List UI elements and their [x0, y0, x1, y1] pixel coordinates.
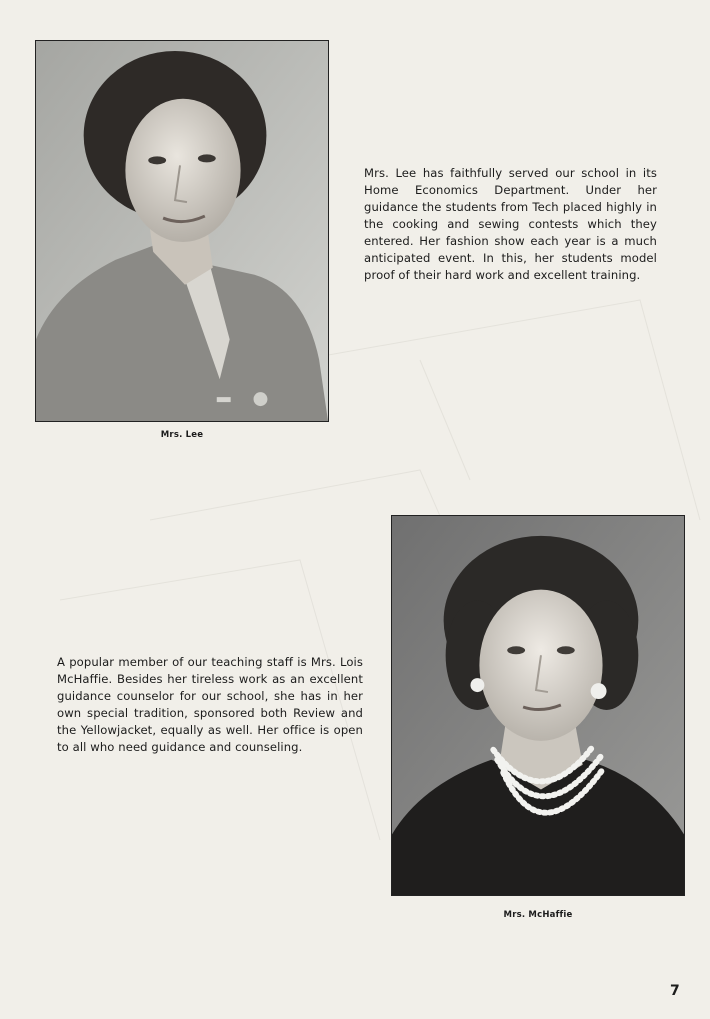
caption-lee: Mrs. Lee: [160, 430, 204, 440]
portrait-photo-lee: [35, 40, 329, 422]
paragraph-lee: Mrs. Lee has faithfully served our school in its Home Economics Department. Under her guidance the students from Tech placed highly in the cooking and sewing contests which they entered. Her fashion show each year is a much anticipated event. In this, her students model proof of their hard work and excellent training.: [364, 166, 657, 282]
caption-mchaffie: Mrs. McHaffie: [503, 910, 573, 920]
portrait-photo-mchaffie: [391, 515, 685, 896]
page-number: 7: [670, 983, 680, 999]
paragraph-mchaffie: A popular member of our teaching staff is Mrs. Lois McHaffie. Besides her tireless work as an excellent guidance counselor for our school, she has in her own special tradition, sponsored both Review and the Yellowjacket, equally as well. Her office is open to all who need guidance and counseling.: [57, 655, 363, 754]
